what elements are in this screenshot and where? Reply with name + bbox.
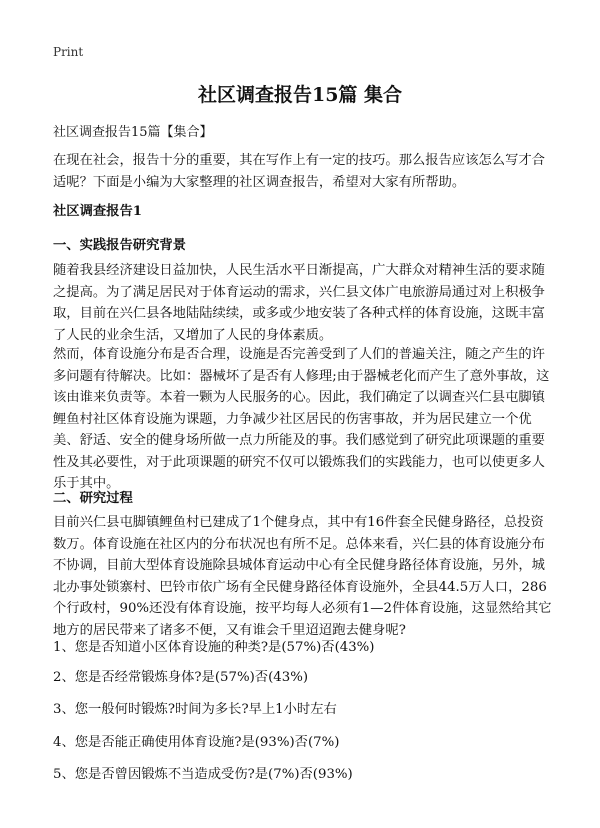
report-heading: 社区调查报告1: [53, 204, 143, 219]
section1-paragraph-1: 随着我县经济建设日益加快，人民生活水平日渐提高，广大群众对精神生活的要求随之提高。为了满足居民对于体育运动的需求，兴仁县文体广电旅游局通过对上积极争取，目前在兴仁县各地陆陆续续，或多或少地安装了各种式样的体育设施，这既丰富了人民的业余生活，又增加了人民的身体素质。: [53, 263, 545, 343]
print-label[interactable]: Print: [53, 45, 84, 59]
section2-heading: 二、研究过程: [53, 491, 133, 506]
intro-paragraph: 在现在社会，报告十分的重要，其在写作上有一定的技巧。那么报告应该怎么写才合适呢？下面是小编为大家整理的社区调查报告，希望对大家有所帮助。: [53, 153, 545, 190]
document-subtitle: 社区调查报告15篇【集合】: [53, 125, 213, 140]
question-item: 4、您是否能正确使用体育设施?是(93%)否(7%): [53, 735, 340, 750]
document-title: 社区调查报告15篇 集合: [197, 84, 403, 106]
question-item: 1、您是否知道小区体育设施的种类?是(57%)否(43%): [53, 640, 375, 655]
section2-paragraph-1: 目前兴仁县屯脚镇鲤鱼村已建成了1个健身点，其中有16件套全民健身路径，总投资数万。体育设施在社区内的分布状况也有所不足。总体来看，兴仁县的体育设施分布不协调，目前大型体育设施除县城体育运动中心有全民健身路径体育设施，另外，城北办事处锁寨村、巴铃市依广场有全民健身路径体育设施外，全县44.5万人口，286个行政村，90%还没有体育设施，按平均每人必须有1—2件体育设施，这显然给其它地方的居民带来了诸多不便，又有谁会千里迢迢跑去健身呢?: [53, 515, 552, 638]
question-item: 3、您一般何时锻炼?时间为多长?早上1小时左右: [53, 702, 337, 717]
question-item: 5、您是否曾因锻炼不当造成受伤?是(7%)否(93%): [53, 767, 353, 782]
section1-heading: 一、实践报告研究背景: [53, 238, 186, 253]
section1-paragraph-2: 然而，体育设施分布是否合理，设施是否完善受到了人们的普遍关注，随之产生的许多问题有待解决。比如：器械坏了是否有人修理;由于器械老化而产生了意外事故，这该由谁来负责等。本着一颗为人民服务的心。因此，我们确定了以调查兴仁县屯脚镇鲤鱼村社区体育设施为课题，力争减少社区居民的伤害事故，并为居民建立一个优美、舒适、安全的健身场所做一点力所能及的事。我们感觉到了研究此项课题的重要性及其必要性，对于此项课题的研究不仅可以锻炼我们的实践能力，也可以使更多人乐于其中。: [53, 347, 550, 491]
question-item: 2、您是否经常锻炼身体?是(57%)否(43%): [53, 670, 309, 685]
